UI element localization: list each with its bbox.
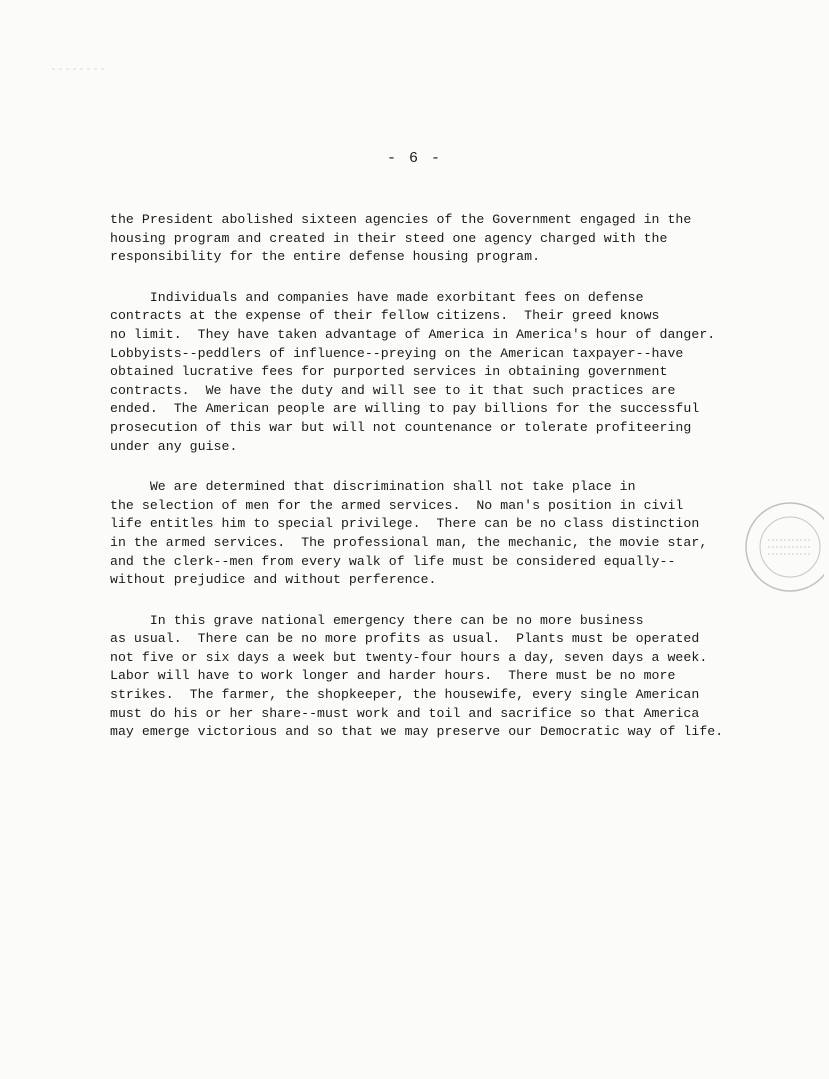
text-line: Labor will have to work longer and harder hours. There must be no more: [110, 668, 676, 684]
text-line: under any guise.: [110, 438, 238, 454]
paragraph-discrimination: [110, 478, 750, 590]
text-line: the selection of men for the armed services. No man's position in civil: [110, 497, 684, 513]
text-line: not five or six days a week but twenty-four hours a day, seven days a week.: [110, 649, 708, 665]
paragraph-housing: [110, 211, 750, 267]
text-line: contracts at the expense of their fellow citizens. Their greed knows: [110, 308, 660, 324]
text-line: as usual. There can be no more profits as usual. Plants must be operated: [110, 631, 700, 647]
text-line: contracts. We have the duty and will see to it that such practices are: [110, 382, 676, 398]
text-line: life entitles him to special privilege. There can be no class distinction: [110, 516, 700, 532]
text-line: responsibility for the entire defense housing program.: [110, 249, 541, 265]
margin-smudge-mark: [50, 66, 110, 72]
body-text: [110, 211, 750, 764]
text-line: housing program and created in their steed one agency charged with the: [110, 230, 668, 246]
text-line: in the armed services. The professional man, the mechanic, the movie star,: [110, 534, 708, 550]
text-line: strikes. The farmer, the shopkeeper, the housewife, every single American: [110, 687, 700, 703]
text-line: may emerge victorious and so that we may preserve our Democratic way of life.: [110, 724, 724, 740]
page-number: - 6 -: [386, 150, 442, 167]
text-line: In this grave national emergency there can be no more business: [110, 612, 644, 628]
text-line: no limit. They have taken advantage of America in America's hour of danger.: [110, 326, 716, 342]
library-stamp-seal: [738, 498, 824, 596]
text-line: ended. The American people are willing to pay billions for the successful: [110, 401, 700, 417]
text-line: prosecution of this war but will not countenance or tolerate profiteering: [110, 419, 692, 435]
text-line: We are determined that discrimination shall not take place in: [110, 479, 636, 495]
paragraph-profiteering: [110, 289, 750, 456]
text-line: and the clerk--men from every walk of life must be considered equally--: [110, 553, 676, 569]
text-line: obtained lucrative fees for purported services in obtaining government: [110, 364, 668, 380]
text-line: Lobbyists--peddlers of influence--preying on the American taxpayer--have: [110, 345, 684, 361]
text-line: the President abolished sixteen agencies of the Government engaged in the: [110, 212, 692, 227]
text-line: must do his or her share--must work and toil and sacrifice so that America: [110, 705, 700, 721]
text-line: Individuals and companies have made exorbitant fees on defense: [110, 289, 644, 305]
text-line: without prejudice and without perference.: [110, 572, 437, 588]
paragraph-emergency: [110, 612, 750, 742]
